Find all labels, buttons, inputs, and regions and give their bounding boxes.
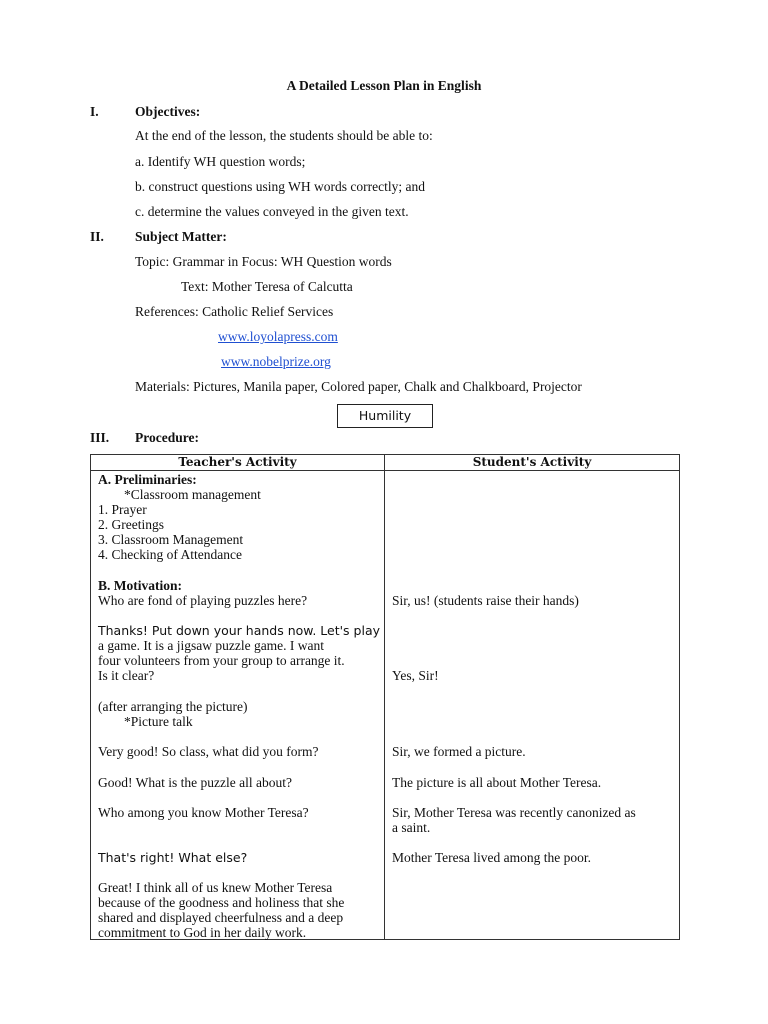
objectives-intro: At the end of the lesson, the students should be able to: bbox=[135, 128, 433, 143]
teacher-after-arranging: (after arranging the picture) bbox=[98, 699, 248, 714]
teacher-thanks-line-3: four volunteers from your group to arrange it. bbox=[98, 653, 345, 668]
reference-link-nobelprize[interactable]: www.nobelprize.org bbox=[221, 354, 331, 369]
preliminary-item-attendance: 4. Checking of Attendance bbox=[98, 547, 242, 562]
preliminaries-sub: *Classroom management bbox=[124, 487, 261, 502]
student-activity-cell bbox=[385, 471, 679, 939]
subject-text: Text: Mother Teresa of Calcutta bbox=[181, 279, 353, 294]
teacher-question-puzzles: Who are fond of playing puzzles here? bbox=[98, 593, 308, 608]
teacher-very-good: Very good! So class, what did you form? bbox=[98, 744, 319, 759]
student-response-canonized-line-1: Sir, Mother Teresa was recently canonized as bbox=[392, 805, 636, 820]
procedure-heading: Procedure: bbox=[135, 430, 199, 445]
teacher-thanks-line-2: a game. It is a jigsaw puzzle game. I want bbox=[98, 638, 325, 653]
teacher-great-line-3: shared and displayed cheerfulness and a deep bbox=[98, 910, 344, 925]
teacher-thanks-line-4: Is it clear? bbox=[98, 668, 155, 683]
objectives-heading: Objectives: bbox=[135, 104, 201, 119]
value-box: Humility bbox=[337, 404, 433, 428]
objective-item-a: a. Identify WH question words; bbox=[135, 154, 306, 169]
subject-references: References: Catholic Relief Services bbox=[135, 304, 334, 319]
student-response-yes: Yes, Sir! bbox=[392, 668, 439, 683]
student-response-puzzles: Sir, us! (students raise their hands) bbox=[392, 593, 579, 608]
preliminary-item-classroom-management: 3. Classroom Management bbox=[98, 532, 244, 547]
teacher-great-line-2: because of the goodness and holiness that she bbox=[98, 895, 345, 910]
motivation-heading: B. Motivation: bbox=[98, 578, 182, 593]
teacher-picture-talk: *Picture talk bbox=[124, 714, 193, 729]
student-response-lived-among-poor: Mother Teresa lived among the poor. bbox=[392, 850, 592, 865]
subject-topic: Topic: Grammar in Focus: WH Question words bbox=[135, 254, 392, 269]
reference-link-loyolapress[interactable]: www.loyolapress.com bbox=[218, 329, 338, 344]
procedure-table bbox=[90, 454, 680, 940]
student-response-canonized-line-2: a saint. bbox=[392, 820, 431, 835]
page-title: A Detailed Lesson Plan in English bbox=[286, 78, 482, 93]
objective-item-b: b. construct questions using WH words correctly; and bbox=[135, 179, 425, 194]
preliminaries-heading: A. Preliminaries: bbox=[98, 472, 197, 487]
subject-matter-heading: Subject Matter: bbox=[135, 229, 227, 244]
student-response-formed-picture: Sir, we formed a picture. bbox=[392, 744, 526, 759]
student-response-mother-teresa: The picture is all about Mother Teresa. bbox=[392, 775, 602, 790]
preliminary-item-greetings: 2. Greetings bbox=[98, 517, 164, 532]
section-numeral-objectives: I. bbox=[90, 104, 99, 119]
section-numeral-subject-matter: II. bbox=[90, 229, 104, 244]
preliminary-item-prayer: 1. Prayer bbox=[98, 502, 147, 517]
teacher-thanks-line-1: Thanks! Put down your hands now. Let's play bbox=[98, 623, 381, 638]
column-header-student: Student's Activity bbox=[385, 455, 680, 471]
teacher-great-line-4: commitment to God in her daily work. bbox=[98, 925, 307, 940]
column-header-teacher: Teacher's Activity bbox=[91, 455, 385, 471]
subject-materials: Materials: Pictures, Manila paper, Colored paper, Chalk and Chalkboard, Projector bbox=[135, 379, 582, 394]
teacher-thats-right: That's right! What else? bbox=[98, 850, 248, 865]
objective-item-c: c. determine the values conveyed in the given text. bbox=[135, 204, 409, 219]
teacher-good-puzzle: Good! What is the puzzle all about? bbox=[98, 775, 292, 790]
section-numeral-procedure: III. bbox=[90, 430, 110, 445]
teacher-activity-cell bbox=[91, 471, 384, 939]
teacher-who-among: Who among you know Mother Teresa? bbox=[98, 805, 309, 820]
teacher-great-line-1: Great! I think all of us knew Mother Teresa bbox=[98, 880, 333, 895]
